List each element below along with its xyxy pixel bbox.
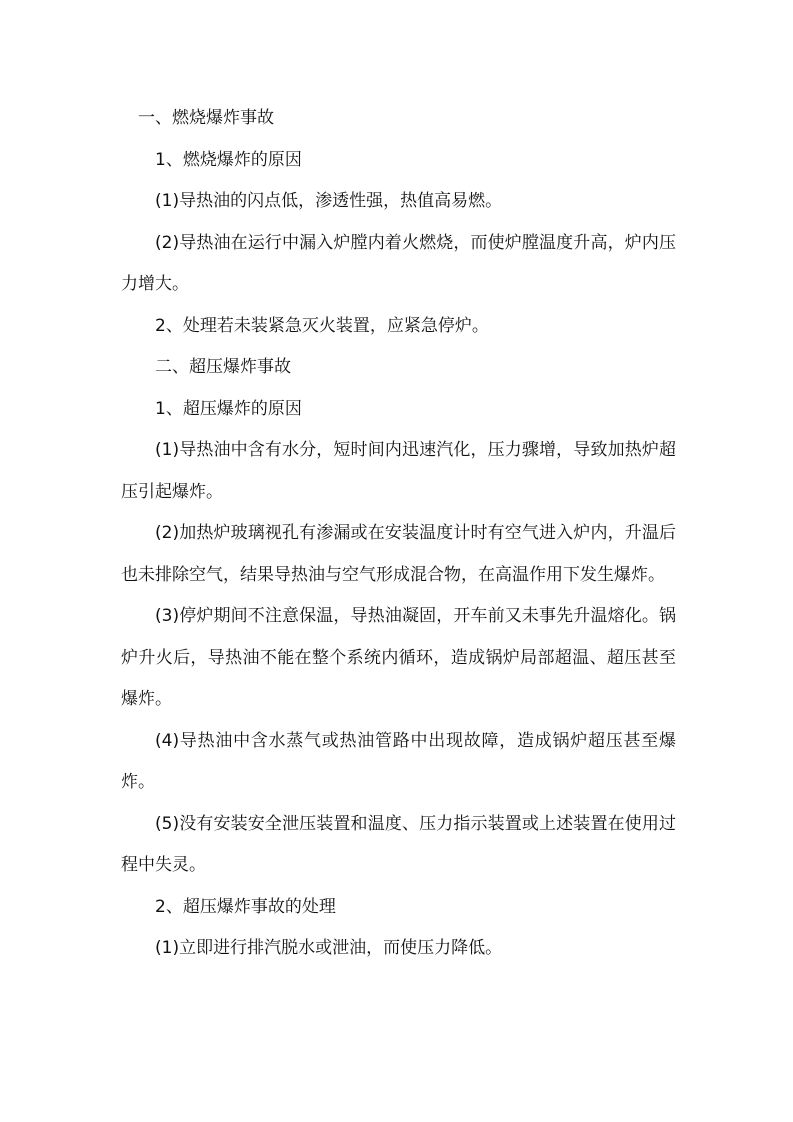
section-heading-overpressure-explosion: 二、超压爆炸事故	[155, 357, 291, 377]
paragraph-cause-1: (1)导热油的闪点低，渗透性强，热值高易燃。	[155, 191, 503, 211]
paragraph-cause-2: (2)导热油在运行中漏入炉膛内着火燃烧，而使炉膛温度升高，炉内压力增大。	[121, 232, 676, 294]
document-body	[121, 98, 676, 970]
paragraph-overpressure-cause-4: (4)导热油中含水蒸气或热油管路中出现故障，造成锅炉超压甚至爆炸。	[121, 730, 676, 792]
paragraph-overpressure-cause-1: (1)导热油中含有水分，短时间内迅速汽化，压力骤增，导致加热炉超压引起爆炸。	[121, 440, 676, 502]
paragraph-handling-step-1: (1)立即进行排汽脱水或泄油，而使压力降低。	[155, 938, 503, 958]
paragraph-overpressure-cause-3: (3)停炉期间不注意保温，导热油凝固，开车前又未事先升温熔化。锅炉升火后，导热油不能在整个系统内循环，造成锅炉局部超温、超压甚至爆炸。	[121, 606, 676, 709]
subheading-overpressure-causes: 1、超压爆炸的原因	[155, 398, 302, 419]
subheading-combustion-causes: 1、燃烧爆炸的原因	[155, 149, 302, 170]
subheading-overpressure-handling: 2、超压爆炸事故的处理	[155, 896, 336, 917]
paragraph-handling-combustion: 2、处理若未装紧急灭火装置，应紧急停炉。	[155, 315, 489, 336]
paragraph-overpressure-cause-2: (2)加热炉玻璃视孔有渗漏或在安装温度计时有空气进入炉内，升温后也未排除空气，结果导热油与空气形成混合物，在高温作用下发生爆炸。	[121, 523, 676, 585]
paragraph-overpressure-cause-5: (5)没有安装安全泄压装置和温度、压力指示装置或上述装置在使用过程中失灵。	[121, 813, 676, 875]
section-heading-combustion-explosion: 一、燃烧爆炸事故	[138, 108, 274, 128]
